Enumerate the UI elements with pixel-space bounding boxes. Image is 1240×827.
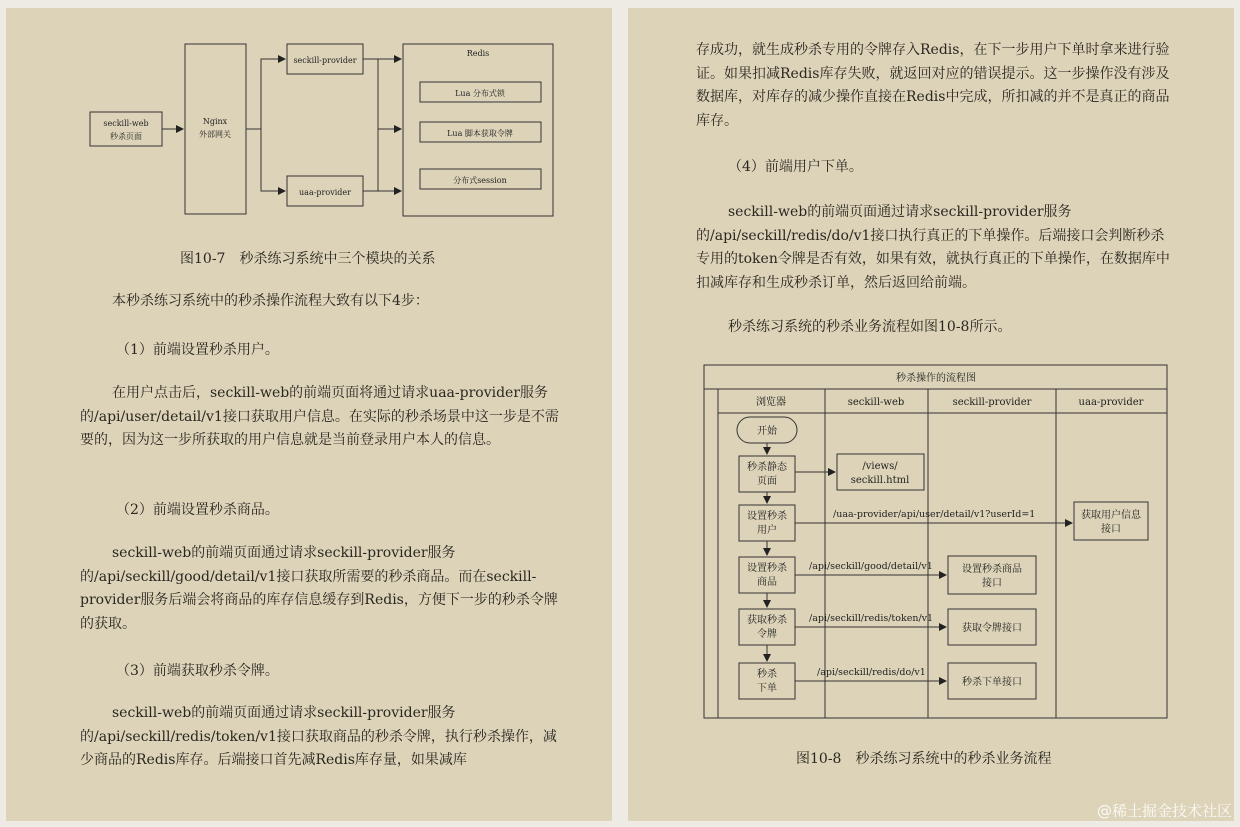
web-box-label: seckill-web <box>103 119 149 128</box>
browser-step-label: 秒杀 <box>757 669 777 680</box>
web-view-label: seckill.html <box>850 475 910 486</box>
browser-step-label: 设置秒杀 <box>747 563 787 574</box>
lane-header: seckill-provider <box>952 397 1032 408</box>
provider-api-label: 接口 <box>982 578 1002 589</box>
edge-label: /api/seckill/redis/token/v1 <box>809 613 934 624</box>
step-body: seckill-web的前端页面通过请求seckill-provider服务的/api/seckill/good/detail/v1接口获取所需要的秒杀商品。而在seckill-provider服务后端会将商品的库存信息缓存到Redis，方便下一步的秒杀令牌的获取。 <box>80 545 558 632</box>
lane-header: seckill-web <box>847 397 905 408</box>
flowchart-title: 秒杀操作的流程图 <box>896 373 976 384</box>
step-heading: （4）前端用户下单。 <box>728 159 863 175</box>
browser-step-label: 页面 <box>757 476 777 487</box>
flowchart-diagram <box>628 8 1234 728</box>
browser-step-label: 秒杀静态 <box>747 462 787 473</box>
right-page <box>628 8 1234 821</box>
redis-item-label: 分布式session <box>453 176 507 185</box>
redis-item-label: Lua 脚本获取令牌 <box>447 129 513 138</box>
provider-label: seckill-provider <box>293 56 357 65</box>
redis-item-label: Lua 分布式锁 <box>455 89 505 98</box>
uaa-label: uaa-provider <box>299 188 351 197</box>
step-heading: （2）前端设置秒杀商品。 <box>116 502 279 518</box>
web-view-label: /views/ <box>862 461 898 472</box>
continued-paragraph: 存成功，就生成秒杀专用的令牌存入Redis，在下一步用户下单时拿来进行验证。如果扣减Redis库存失败，就返回对应的错误提示。这一步操作没有涉及数据库，对库存的减少操作直接在Redis中完成，所扣减的并不是真正的商品库存。 <box>696 42 1170 129</box>
provider-api-label: 设置秒杀商品 <box>962 564 1022 575</box>
web-box-label: 秒杀页面 <box>110 132 142 141</box>
figure-caption: 图10-8 秒杀练习系统中的秒杀业务流程 <box>796 751 1052 767</box>
nginx-box <box>185 44 246 214</box>
step-heading: （3）前端获取秒杀令牌。 <box>116 663 279 679</box>
browser-step-label: 商品 <box>757 577 777 588</box>
provider-api-label: 秒杀下单接口 <box>962 677 1022 688</box>
browser-step-label: 设置秒杀 <box>747 511 787 522</box>
lane-header: uaa-provider <box>1078 397 1144 408</box>
browser-step-label: 用户 <box>757 525 777 536</box>
nginx-label: 外部网关 <box>199 130 231 139</box>
step-body: seckill-web的前端页面通过请求seckill-provider服务的/api/seckill/redis/token/v1接口获取商品的秒杀令牌，执行秒杀操作，减少商品的Redis库存。后端接口首先减Redis库存量，如果减库 <box>80 705 557 768</box>
edge-label: /api/seckill/good/detail/v1 <box>809 561 933 572</box>
lane-header: 浏览器 <box>756 397 786 408</box>
left-page <box>6 8 612 821</box>
figure-caption: 图10-7 秒杀练习系统中三个模块的关系 <box>180 251 436 267</box>
browser-step-label: 获取秒杀 <box>747 615 787 626</box>
step-heading: （1）前端设置秒杀用户。 <box>116 342 279 358</box>
redis-title: Redis <box>466 49 490 58</box>
edge-label: /uaa-provider/api/user/detail/v1?userId=1 <box>833 509 1036 520</box>
module-relation-diagram <box>6 8 612 238</box>
flow-intro: 秒杀练习系统的秒杀业务流程如图10-8所示。 <box>728 319 1012 335</box>
uaa-api-label: 获取用户信息 <box>1081 510 1141 521</box>
provider-api-label: 获取令牌接口 <box>962 623 1022 634</box>
uaa-api-label: 接口 <box>1101 524 1121 535</box>
intro-paragraph: 本秒杀练习系统中的秒杀操作流程大致有以下4步： <box>112 293 429 309</box>
step-body: 在用户点击后，seckill-web的前端页面将通过请求uaa-provider服务的/api/user/detail/v1接口获取用户信息。在实际的秒杀场景中这一步是不需要的，因为这一步所获取的用户信息就是当前登录用户本人的信息。 <box>80 385 559 448</box>
watermark: @稀土掘金技术社区 <box>1096 802 1232 820</box>
nginx-label: Nginx <box>202 117 228 126</box>
browser-step-label: 令牌 <box>757 629 777 640</box>
start-label: 开始 <box>757 426 777 437</box>
step-body: seckill-web的前端页面通过请求seckill-provider服务的/api/seckill/redis/do/v1接口执行真正的下单操作。后端接口会判断秒杀专用的token令牌是否有效，如果有效，就执行真正的下单操作，在数据库中扣减库存和生成秒杀订单，然后返回给前端。 <box>696 204 1170 291</box>
edge-label: /api/seckill/redis/do/v1 <box>817 667 926 678</box>
browser-step-label: 下单 <box>757 683 777 694</box>
